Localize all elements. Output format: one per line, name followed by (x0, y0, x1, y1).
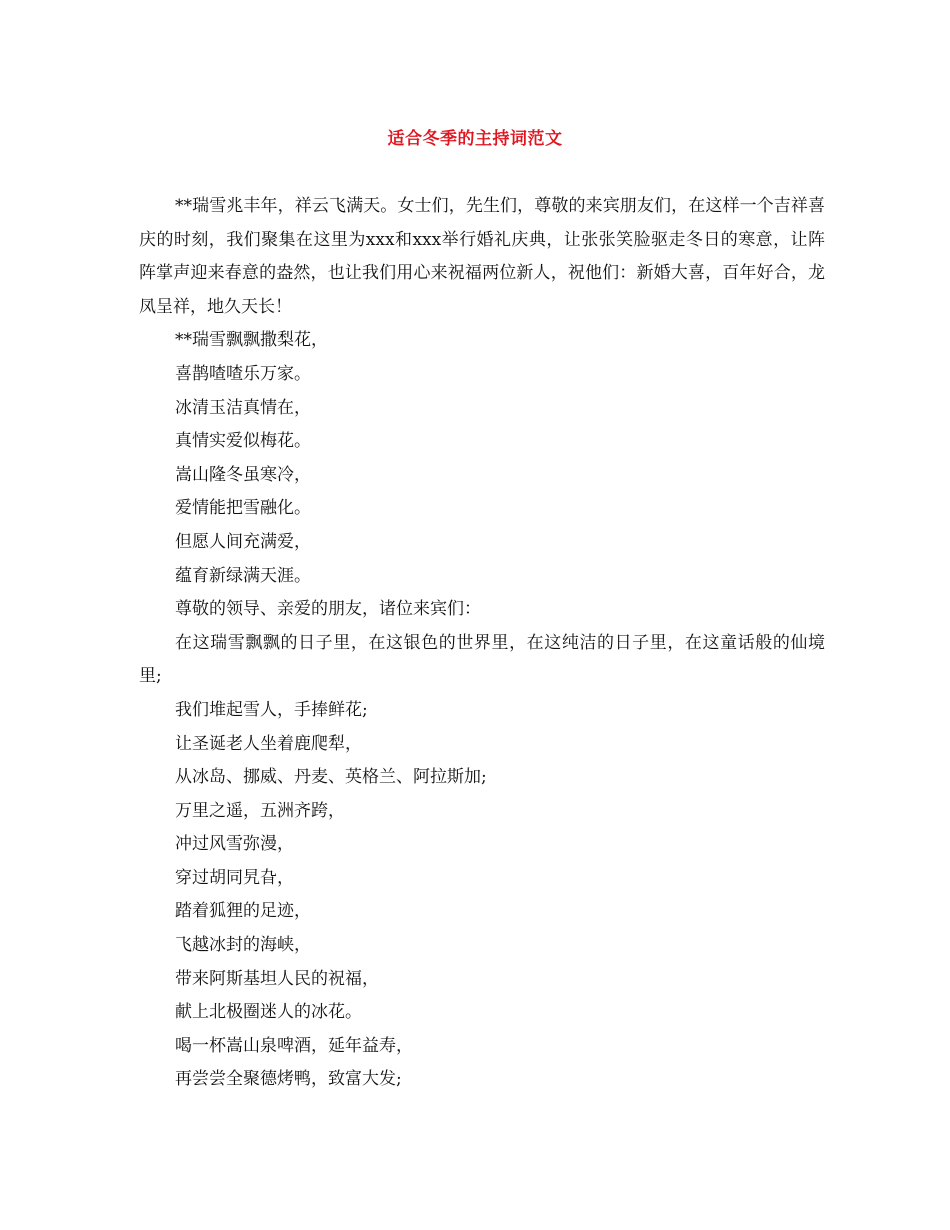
paragraph: 在这瑞雪飘飘的日子里，在这银色的世界里，在这纯洁的日子里，在这童话般的仙境里; (139, 632, 825, 687)
paragraph: 我们堆起雪人，手捧鲜花; (175, 699, 368, 720)
paragraph: 爱情能把雪融化。 (175, 498, 311, 519)
paragraph: 飞越冰封的海峡， (175, 935, 311, 956)
paragraph: 真情实爱似梅花。 (175, 431, 311, 452)
paragraph: 穿过胡同旯旮， (175, 867, 294, 888)
paragraph: 带来阿斯基坦人民的祝福， (175, 968, 379, 989)
paragraph: 从冰岛、挪威、丹麦、英格兰、阿拉斯加; (175, 767, 487, 788)
paragraph: 冰清玉洁真情在， (175, 397, 311, 418)
paragraph: 再尝尝全聚德烤鸭，致富大发; (175, 1069, 402, 1090)
paragraph: 踏着狐狸的足迹， (175, 901, 311, 922)
paragraph: 喜鹊喳喳乐万家。 (175, 363, 311, 384)
paragraph: 献上北极圈迷人的冰花。 (175, 1002, 362, 1023)
paragraph: 喝一杯嵩山泉啤酒，延年益寿， (175, 1035, 413, 1056)
paragraph: 冲过风雪弥漫， (175, 834, 294, 855)
paragraph: **瑞雪飘飘撒梨花， (175, 330, 328, 351)
document-title: 适合冬季的主持词范文 (387, 129, 563, 149)
paragraph: **瑞雪兆丰年，祥云飞满天。女士们，先生们，尊敬的来宾朋友们，在这样一个吉祥喜庆的时刻，我们聚集在这里为xxx和xxx举行婚礼庆典，让张张笑脸驱走冬日的寒意，让阵阵掌声迎来春意的盎然，也让我们用心来祝福两位新人，祝他们：新婚大喜，百年好合，龙凤呈祥，地久天长！ (139, 196, 825, 317)
paragraph: 但愿人间充满爱， (175, 531, 311, 552)
paragraph: 万里之遥，五洲齐跨， (175, 800, 345, 821)
paragraph: 嵩山隆冬虽寒冷， (175, 464, 311, 485)
paragraph: 尊敬的领导、亲爱的朋友，诸位来宾们： (175, 599, 481, 620)
document-body (139, 190, 825, 1097)
paragraph: 让圣诞老人坐着鹿爬犁， (175, 733, 362, 754)
paragraph: 蕴育新绿满天涯。 (175, 565, 311, 586)
